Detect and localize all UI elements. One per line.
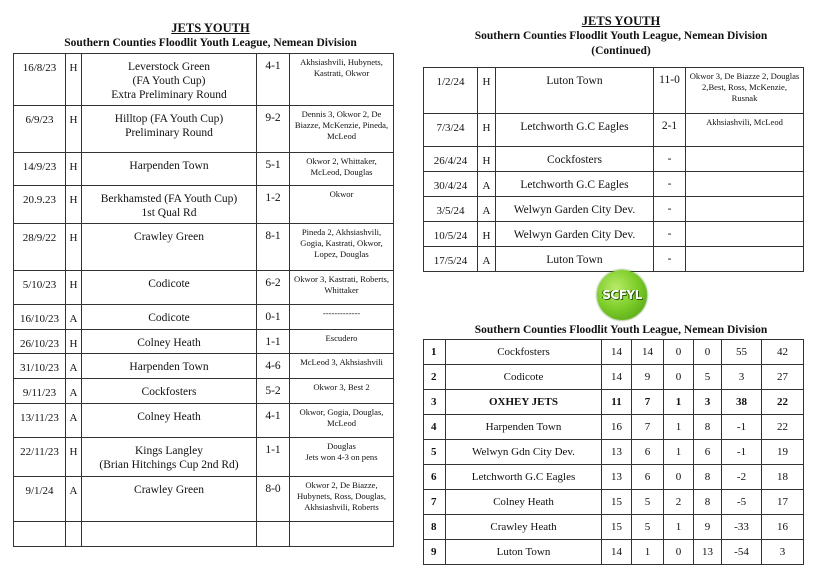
fixture-score: 4-6 bbox=[257, 354, 290, 379]
fixture-score: 2-1 bbox=[654, 114, 686, 147]
fixture-venue: H bbox=[66, 271, 82, 305]
league-goal-diff: 3 bbox=[722, 365, 762, 390]
fixture-row bbox=[14, 54, 394, 106]
league-header bbox=[425, 323, 817, 338]
league-lost: 0 bbox=[694, 340, 722, 365]
league-drawn: 0 bbox=[664, 540, 694, 565]
fixture-score: 8-1 bbox=[257, 224, 290, 271]
fixture-opponent: Colney Heath bbox=[82, 404, 257, 438]
fixture-score: - bbox=[654, 247, 686, 272]
league-position: 8 bbox=[424, 515, 446, 540]
league-team: Letchworth G.C Eagles bbox=[446, 465, 602, 490]
fixture-date: 26/10/23 bbox=[14, 330, 66, 354]
fixture-scorers: Pineda 2, Akhsiashvili, Gogia, Kastrati, Okwor, Lopez, Douglas bbox=[290, 224, 394, 271]
fixture-row bbox=[424, 68, 804, 114]
fixture-score: 4-1 bbox=[257, 404, 290, 438]
league-drawn: 1 bbox=[664, 390, 694, 415]
fixture-date: 5/10/23 bbox=[14, 271, 66, 305]
fixture-venue: H bbox=[66, 54, 82, 106]
league-lost: 8 bbox=[694, 465, 722, 490]
fixture-row bbox=[14, 330, 394, 354]
league-won: 7 bbox=[632, 390, 664, 415]
fixture-score: 8-0 bbox=[257, 477, 290, 522]
league-played: 14 bbox=[602, 365, 632, 390]
fixture-opponent: Harpenden Town bbox=[82, 354, 257, 379]
fixture-score: 5-2 bbox=[257, 379, 290, 404]
fixture-opponent: Leverstock Green (FA Youth Cup) Extra Preliminary Round bbox=[82, 54, 257, 106]
league-points: 19 bbox=[762, 440, 804, 465]
league-team: Luton Town bbox=[446, 540, 602, 565]
fixture-row bbox=[424, 247, 804, 272]
league-points: 3 bbox=[762, 540, 804, 565]
league-position: 6 bbox=[424, 465, 446, 490]
fixture-row bbox=[424, 114, 804, 147]
fixture-date: 14/9/23 bbox=[14, 153, 66, 186]
fixture-opponent: Codicote bbox=[82, 271, 257, 305]
league-goal-diff: 38 bbox=[722, 390, 762, 415]
fixture-score: - bbox=[654, 222, 686, 247]
fixture-venue: A bbox=[478, 197, 496, 222]
fixture-venue: H bbox=[66, 224, 82, 271]
fixture-score: - bbox=[654, 197, 686, 222]
fixture-scorers bbox=[686, 222, 804, 247]
league-goal-diff: -1 bbox=[722, 415, 762, 440]
fixture-scorers: Dennis 3, Okwor 2, De Biazze, McKenzie, Pineda, McLeod bbox=[290, 106, 394, 153]
fixture-score: - bbox=[654, 172, 686, 197]
fixture-date: 3/5/24 bbox=[424, 197, 478, 222]
league-position: 5 bbox=[424, 440, 446, 465]
league-drawn: 0 bbox=[664, 340, 694, 365]
fixture-opponent: Cockfosters bbox=[496, 147, 654, 172]
fixture-row bbox=[424, 197, 804, 222]
fixture-venue bbox=[66, 522, 82, 547]
league-played: 15 bbox=[602, 490, 632, 515]
fixture-opponent: Crawley Green bbox=[82, 224, 257, 271]
league-goal-diff: -5 bbox=[722, 490, 762, 515]
fixture-date bbox=[14, 522, 66, 547]
league-drawn: 1 bbox=[664, 440, 694, 465]
fixture-scorers: Douglas Jets won 4-3 on pens bbox=[290, 438, 394, 477]
fixture-date: 28/9/22 bbox=[14, 224, 66, 271]
fixture-row bbox=[424, 172, 804, 197]
fixture-row bbox=[424, 147, 804, 172]
league-won: 9 bbox=[632, 365, 664, 390]
league-points: 22 bbox=[762, 390, 804, 415]
fixture-venue: A bbox=[66, 379, 82, 404]
league-drawn: 2 bbox=[664, 490, 694, 515]
fixture-date: 10/5/24 bbox=[424, 222, 478, 247]
fixture-score bbox=[257, 522, 290, 547]
left-subtitle: Southern Counties Floodlit Youth League, Nemean Division bbox=[64, 37, 357, 49]
fixture-scorers: McLeod 3, Akhsiashvili bbox=[290, 354, 394, 379]
fixture-opponent: Welwyn Garden City Dev. bbox=[496, 197, 654, 222]
fixture-opponent: Luton Town bbox=[496, 68, 654, 114]
league-position: 1 bbox=[424, 340, 446, 365]
league-drawn: 0 bbox=[664, 465, 694, 490]
fixture-score: 1-1 bbox=[257, 438, 290, 477]
fixture-date: 6/9/23 bbox=[14, 106, 66, 153]
fixture-row bbox=[14, 106, 394, 153]
fixture-venue: H bbox=[478, 68, 496, 114]
fixture-scorers: Okwor 2, De Biazze, Hubynets, Ross, Douglas, Akhsiashvili, Roberts bbox=[290, 477, 394, 522]
league-won: 6 bbox=[632, 465, 664, 490]
league-drawn: 0 bbox=[664, 365, 694, 390]
fixture-score: 4-1 bbox=[257, 54, 290, 106]
fixture-row bbox=[14, 305, 394, 330]
league-played: 16 bbox=[602, 415, 632, 440]
fixture-venue: A bbox=[66, 477, 82, 522]
league-table bbox=[423, 339, 804, 565]
fixture-row bbox=[14, 404, 394, 438]
league-row bbox=[424, 515, 804, 540]
fixture-score: - bbox=[654, 147, 686, 172]
league-won: 6 bbox=[632, 440, 664, 465]
fixture-scorers: Okwor 3, Kastrati, Roberts, Whittaker bbox=[290, 271, 394, 305]
fixture-opponent: Letchworth G.C Eagles bbox=[496, 172, 654, 197]
fixture-scorers bbox=[290, 522, 394, 547]
league-team: Welwyn Gdn City Dev. bbox=[446, 440, 602, 465]
fixture-date: 31/10/23 bbox=[14, 354, 66, 379]
fixture-row bbox=[14, 354, 394, 379]
scfyl-logo bbox=[597, 270, 647, 320]
fixture-opponent: Letchworth G.C Eagles bbox=[496, 114, 654, 147]
league-played: 14 bbox=[602, 340, 632, 365]
fixture-date: 9/11/23 bbox=[14, 379, 66, 404]
fixture-score: 0-1 bbox=[257, 305, 290, 330]
right-subtitle: Southern Counties Floodlit Youth League, Nemean Division bbox=[474, 30, 768, 42]
fixture-date: 1/2/24 bbox=[424, 68, 478, 114]
league-won: 1 bbox=[632, 540, 664, 565]
league-team: OXHEY JETS bbox=[446, 390, 602, 415]
fixture-row bbox=[14, 477, 394, 522]
fixture-venue: H bbox=[478, 222, 496, 247]
fixture-opponent: Kings Langley (Brian Hitchings Cup 2nd Rd) bbox=[82, 438, 257, 477]
fixture-date: 16/8/23 bbox=[14, 54, 66, 106]
league-row bbox=[424, 440, 804, 465]
league-position: 4 bbox=[424, 415, 446, 440]
league-row bbox=[424, 415, 804, 440]
fixture-venue: A bbox=[66, 354, 82, 379]
right-header bbox=[425, 14, 817, 59]
fixture-row bbox=[14, 379, 394, 404]
league-points: 16 bbox=[762, 515, 804, 540]
left-title: JETS YOUTH bbox=[171, 21, 250, 35]
left-header bbox=[12, 21, 409, 51]
league-position: 2 bbox=[424, 365, 446, 390]
fixture-row bbox=[14, 522, 394, 547]
fixture-scorers: Okwor 3, De Biazze 2, Douglas 2,Best, Ross, McKenzie, Rusnak bbox=[686, 68, 804, 114]
league-points: 27 bbox=[762, 365, 804, 390]
league-position: 3 bbox=[424, 390, 446, 415]
league-won: 5 bbox=[632, 515, 664, 540]
fixture-scorers: Okwor, Gogia, Douglas, McLeod bbox=[290, 404, 394, 438]
fixture-row bbox=[14, 153, 394, 186]
fixture-scorers: Okwor 3, Best 2 bbox=[290, 379, 394, 404]
fixture-opponent: Hilltop (FA Youth Cup) Preliminary Round bbox=[82, 106, 257, 153]
league-lost: 6 bbox=[694, 440, 722, 465]
league-played: 13 bbox=[602, 465, 632, 490]
league-title: Southern Counties Floodlit Youth League, Nemean Division bbox=[474, 324, 768, 336]
fixture-date: 22/11/23 bbox=[14, 438, 66, 477]
fixture-venue: H bbox=[66, 186, 82, 224]
league-row bbox=[424, 540, 804, 565]
league-drawn: 1 bbox=[664, 515, 694, 540]
fixture-score: 9-2 bbox=[257, 106, 290, 153]
league-goal-diff: -1 bbox=[722, 440, 762, 465]
league-lost: 8 bbox=[694, 490, 722, 515]
league-team: Cockfosters bbox=[446, 340, 602, 365]
fixture-venue: H bbox=[66, 106, 82, 153]
fixture-scorers: Akhsiashvili, McLeod bbox=[686, 114, 804, 147]
fixture-scorers: Okwor 2, Whittaker, McLeod, Douglas bbox=[290, 153, 394, 186]
fixture-date: 13/11/23 bbox=[14, 404, 66, 438]
fixture-opponent: Crawley Green bbox=[82, 477, 257, 522]
fixture-score: 5-1 bbox=[257, 153, 290, 186]
league-position: 9 bbox=[424, 540, 446, 565]
league-team: Harpenden Town bbox=[446, 415, 602, 440]
fixture-venue: A bbox=[478, 247, 496, 272]
fixture-opponent: Colney Heath bbox=[82, 330, 257, 354]
league-played: 13 bbox=[602, 440, 632, 465]
league-points: 22 bbox=[762, 415, 804, 440]
league-row bbox=[424, 465, 804, 490]
fixture-score: 1-2 bbox=[257, 186, 290, 224]
league-goal-diff: -2 bbox=[722, 465, 762, 490]
fixture-date: 17/5/24 bbox=[424, 247, 478, 272]
league-position: 7 bbox=[424, 490, 446, 515]
fixture-opponent: Welwyn Garden City Dev. bbox=[496, 222, 654, 247]
league-won: 7 bbox=[632, 415, 664, 440]
league-drawn: 1 bbox=[664, 415, 694, 440]
fixture-scorers: Akhsiashvili, Hubynets, Kastrati, Okwor bbox=[290, 54, 394, 106]
fixture-score: 1-1 bbox=[257, 330, 290, 354]
league-goal-diff: -33 bbox=[722, 515, 762, 540]
fixture-scorers bbox=[686, 197, 804, 222]
fixture-scorers: Escudero bbox=[290, 330, 394, 354]
fixture-venue: H bbox=[66, 330, 82, 354]
fixture-venue: A bbox=[66, 305, 82, 330]
league-team: Crawley Heath bbox=[446, 515, 602, 540]
fixture-date: 7/3/24 bbox=[424, 114, 478, 147]
league-goal-diff: 55 bbox=[722, 340, 762, 365]
league-points: 42 bbox=[762, 340, 804, 365]
league-won: 5 bbox=[632, 490, 664, 515]
fixture-date: 30/4/24 bbox=[424, 172, 478, 197]
league-goal-diff: -54 bbox=[722, 540, 762, 565]
fixture-scorers bbox=[686, 172, 804, 197]
scfyl-logo-text: SCFYL bbox=[602, 288, 642, 302]
fixture-row bbox=[14, 186, 394, 224]
league-row bbox=[424, 365, 804, 390]
league-played: 14 bbox=[602, 540, 632, 565]
league-row bbox=[424, 390, 804, 415]
league-played: 15 bbox=[602, 515, 632, 540]
fixture-opponent: Berkhamsted (FA Youth Cup) 1st Qual Rd bbox=[82, 186, 257, 224]
fixture-venue: H bbox=[478, 147, 496, 172]
fixture-opponent bbox=[82, 522, 257, 547]
league-lost: 3 bbox=[694, 390, 722, 415]
fixture-date: 9/1/24 bbox=[14, 477, 66, 522]
fixture-opponent: Harpenden Town bbox=[82, 153, 257, 186]
right-title: JETS YOUTH bbox=[581, 14, 661, 28]
fixture-row bbox=[14, 271, 394, 305]
left-fixtures-table bbox=[13, 53, 394, 547]
right-fixtures-table bbox=[423, 67, 804, 272]
fixture-date: 16/10/23 bbox=[14, 305, 66, 330]
fixture-date: 20.9.23 bbox=[14, 186, 66, 224]
fixture-scorers bbox=[686, 247, 804, 272]
fixture-venue: A bbox=[478, 172, 496, 197]
league-team: Codicote bbox=[446, 365, 602, 390]
league-played: 11 bbox=[602, 390, 632, 415]
fixture-scorers bbox=[686, 147, 804, 172]
league-row bbox=[424, 490, 804, 515]
fixture-venue: H bbox=[66, 153, 82, 186]
league-points: 18 bbox=[762, 465, 804, 490]
fixture-opponent: Cockfosters bbox=[82, 379, 257, 404]
league-points: 17 bbox=[762, 490, 804, 515]
league-row bbox=[424, 340, 804, 365]
fixture-row bbox=[14, 438, 394, 477]
fixture-venue: A bbox=[66, 404, 82, 438]
fixture-scorers: ------------- bbox=[290, 305, 394, 330]
fixture-venue: H bbox=[66, 438, 82, 477]
league-won: 14 bbox=[632, 340, 664, 365]
fixture-scorers: Okwor bbox=[290, 186, 394, 224]
fixture-row bbox=[424, 222, 804, 247]
league-lost: 13 bbox=[694, 540, 722, 565]
league-team: Colney Heath bbox=[446, 490, 602, 515]
league-lost: 8 bbox=[694, 415, 722, 440]
fixture-score: 11-0 bbox=[654, 68, 686, 114]
fixture-score: 6-2 bbox=[257, 271, 290, 305]
league-lost: 9 bbox=[694, 515, 722, 540]
fixture-row bbox=[14, 224, 394, 271]
fixture-opponent: Luton Town bbox=[496, 247, 654, 272]
league-lost: 5 bbox=[694, 365, 722, 390]
fixture-date: 26/4/24 bbox=[424, 147, 478, 172]
right-continued: (Continued) bbox=[591, 45, 651, 57]
fixture-venue: H bbox=[478, 114, 496, 147]
fixture-opponent: Codicote bbox=[82, 305, 257, 330]
